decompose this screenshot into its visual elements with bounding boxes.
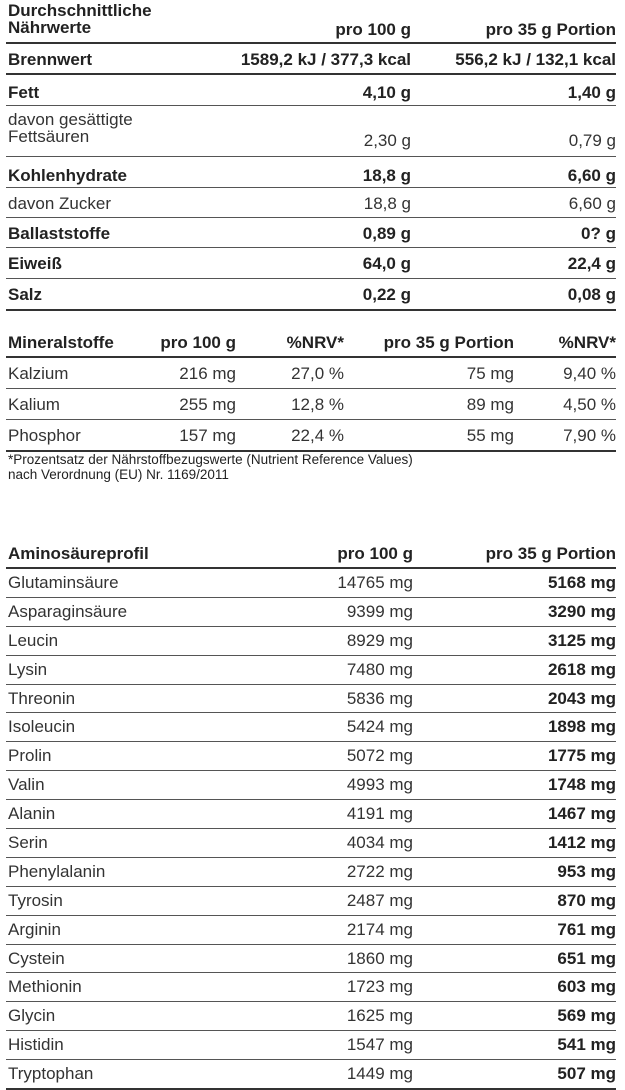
row-label: Leucin (8, 630, 59, 650)
row-value-100g: 4191 mg (346, 804, 413, 824)
nutrition-title-line2: Nährwerte (8, 18, 92, 37)
nutrition-title (8, 2, 152, 36)
minerals-row (6, 389, 616, 420)
row-label: davon Zucker (8, 194, 111, 213)
row-value-portion: 22,4 g (567, 254, 616, 273)
row-label: Tyrosin (8, 890, 63, 910)
row-value-portion: 651 mg (557, 948, 616, 968)
amino-row (6, 656, 616, 685)
minerals-col4-header: %NRV* (558, 333, 616, 352)
footnote-line1: *Prozentsatz der Nährstoffbezugswerte (Nutrient Reference Values) (8, 452, 413, 467)
row-label: Fett (8, 83, 40, 102)
row-value-portion: 6,60 g (567, 166, 616, 185)
row-value-100g: 2174 mg (346, 919, 413, 939)
row-value-portion: 75 mg (466, 364, 514, 383)
row-value-100g: 18,8 g (363, 194, 411, 213)
row-value-portion: 2043 mg (547, 688, 616, 708)
row-label: Glycin (8, 1006, 56, 1026)
minerals-row (6, 420, 616, 452)
row-value-portion: 569 mg (557, 1006, 616, 1026)
row-nrv-100g: 22,4 % (291, 426, 344, 445)
minerals-col3-header: pro 35 g Portion (383, 333, 514, 352)
amino-row (6, 1031, 616, 1060)
row-label: Isoleucin (8, 717, 76, 737)
nutrition-row (6, 75, 616, 106)
minerals-header-row (6, 329, 616, 358)
row-value-100g: 0,22 g (362, 285, 411, 304)
amino-row (6, 887, 616, 916)
row-value-100g: 4993 mg (346, 775, 413, 795)
row-value-100g: 7480 mg (346, 659, 413, 679)
row-label: Eiweiß (8, 254, 62, 273)
row-label: Prolin (8, 746, 52, 766)
row-label: Glutaminsäure (8, 573, 119, 592)
amino-row (6, 800, 616, 829)
amino-col2-header: pro 35 g Portion (485, 544, 616, 563)
row-value-100g: 1589,2 kJ / 377,3 kcal (240, 50, 411, 69)
row-label: Asparaginsäure (8, 601, 128, 621)
amino-rows (6, 569, 616, 1090)
row-value-100g: 64,0 g (362, 254, 411, 273)
row-value-100g: 8929 mg (346, 630, 413, 650)
amino-table (6, 540, 616, 1090)
row-value-portion: 6,60 g (568, 194, 616, 213)
nutrition-col1-header: pro 100 g (335, 20, 411, 39)
row-label: Kohlenhydrate (8, 166, 128, 185)
row-value-100g: 1860 mg (346, 948, 413, 968)
amino-row (6, 829, 616, 858)
row-label: Threonin (8, 688, 76, 708)
amino-row (6, 569, 616, 598)
row-nrv-portion: 9,40 % (563, 364, 616, 383)
nutrition-title-line1: Durchschnittliche (8, 1, 152, 20)
amino-row (6, 771, 616, 800)
amino-title: Aminosäureprofil (8, 544, 149, 563)
row-value-portion: 1775 mg (547, 746, 616, 766)
row-value-portion: 603 mg (557, 977, 616, 997)
row-value-100g: 4034 mg (346, 833, 413, 853)
row-label: Serin (8, 833, 48, 853)
row-label: Tryptophan (8, 1064, 94, 1084)
row-value-portion: 761 mg (557, 919, 616, 939)
nutrition-col2-header: pro 35 g Portion (485, 20, 616, 39)
row-value-100g: 157 mg (179, 426, 236, 445)
row-value-portion: 89 mg (466, 395, 514, 414)
row-value-portion: 3125 mg (547, 630, 616, 650)
amino-row (6, 973, 616, 1002)
row-value-100g: 14765 mg (337, 573, 413, 592)
row-value-portion: 870 mg (557, 890, 616, 910)
row-nrv-100g: 27,0 % (291, 364, 344, 383)
amino-header-row (6, 540, 616, 569)
row-value-100g: 1449 mg (346, 1064, 413, 1084)
row-value-100g: 0,89 g (362, 224, 411, 243)
row-label: Kalzium (8, 364, 69, 383)
amino-row (6, 945, 616, 974)
row-nrv-100g: 12,8 % (291, 395, 344, 414)
row-value-100g: 2,30 g (363, 131, 411, 150)
minerals-footnote (8, 452, 413, 482)
row-value-portion: 1412 mg (547, 833, 616, 853)
row-label: Lysin (8, 659, 48, 679)
row-value-portion: 55 mg (466, 426, 514, 445)
amino-row (6, 627, 616, 656)
row-label: Salz (8, 285, 43, 304)
minerals-row (6, 358, 616, 389)
row-label: Cystein (8, 948, 65, 968)
row-value-portion: 1898 mg (547, 717, 616, 737)
row-label: Phosphor (8, 426, 81, 445)
amino-col1-header: pro 100 g (337, 544, 413, 563)
nutrition-row (6, 106, 616, 157)
row-value-portion: 1748 mg (547, 775, 616, 795)
row-value-portion: 541 mg (557, 1035, 616, 1055)
minerals-table (6, 329, 616, 452)
minerals-title: Mineralstoffe (8, 333, 114, 352)
row-value-100g: 1625 mg (346, 1006, 413, 1026)
row-label: Brennwert (8, 50, 93, 69)
row-label (8, 111, 133, 145)
row-value-portion: 1467 mg (547, 804, 616, 824)
footnote-line2: nach Verordnung (EU) Nr. 1169/2011 (8, 467, 229, 482)
nutrition-table (6, 0, 616, 311)
amino-row (6, 916, 616, 945)
nutrition-row (6, 248, 616, 279)
row-value-portion: 0? g (581, 224, 616, 243)
row-value-100g: 4,10 g (362, 83, 411, 102)
row-label: Kalium (8, 395, 60, 414)
row-nrv-portion: 7,90 % (563, 426, 616, 445)
amino-row (6, 858, 616, 887)
row-value-100g: 5072 mg (346, 746, 413, 766)
row-value-portion: 0,79 g (568, 131, 616, 150)
nutrition-row (6, 188, 616, 218)
nutrition-row (6, 279, 616, 311)
row-label: Valin (8, 775, 45, 795)
nutrition-header-row (6, 0, 616, 44)
amino-row (6, 713, 616, 742)
row-value-100g: 9399 mg (346, 601, 413, 621)
row-label: Histidin (8, 1035, 64, 1055)
row-value-100g: 216 mg (179, 364, 236, 383)
row-value-portion: 953 mg (557, 861, 616, 881)
row-label: Ballaststoffe (8, 224, 111, 243)
minerals-col2-header: %NRV* (286, 333, 344, 352)
row-label: Arginin (8, 919, 61, 939)
row-value-100g: 2722 mg (346, 861, 413, 881)
row-value-100g: 18,8 g (362, 166, 411, 185)
row-value-portion: 507 mg (557, 1064, 616, 1084)
amino-row (6, 1060, 616, 1090)
row-value-portion: 0,08 g (567, 285, 616, 304)
amino-row (6, 598, 616, 627)
amino-row (6, 685, 616, 714)
row-value-100g: 5836 mg (346, 688, 413, 708)
row-value-portion: 1,40 g (567, 83, 616, 102)
row-label: Methionin (8, 977, 82, 997)
row-value-100g: 2487 mg (346, 890, 413, 910)
row-label-line1: davon gesättigte (8, 110, 133, 129)
nutrition-row (6, 157, 616, 188)
row-value-100g: 255 mg (179, 395, 236, 414)
row-value-100g: 5424 mg (346, 717, 413, 737)
row-value-portion: 556,2 kJ / 132,1 kcal (455, 50, 616, 69)
row-value-portion: 2618 mg (547, 659, 616, 679)
row-value-portion: 3290 mg (547, 601, 616, 621)
amino-row (6, 742, 616, 771)
row-value-100g: 1723 mg (346, 977, 413, 997)
minerals-col1-header: pro 100 g (160, 333, 236, 352)
amino-row (6, 1002, 616, 1031)
row-nrv-portion: 4,50 % (563, 395, 616, 414)
nutrition-row (6, 44, 616, 75)
row-value-portion: 5168 mg (547, 573, 616, 592)
row-value-100g: 1547 mg (346, 1035, 413, 1055)
row-label-line2: Fettsäuren (8, 127, 90, 146)
row-label: Alanin (8, 804, 56, 824)
nutrition-row (6, 218, 616, 248)
row-label: Phenylalanin (8, 861, 106, 881)
